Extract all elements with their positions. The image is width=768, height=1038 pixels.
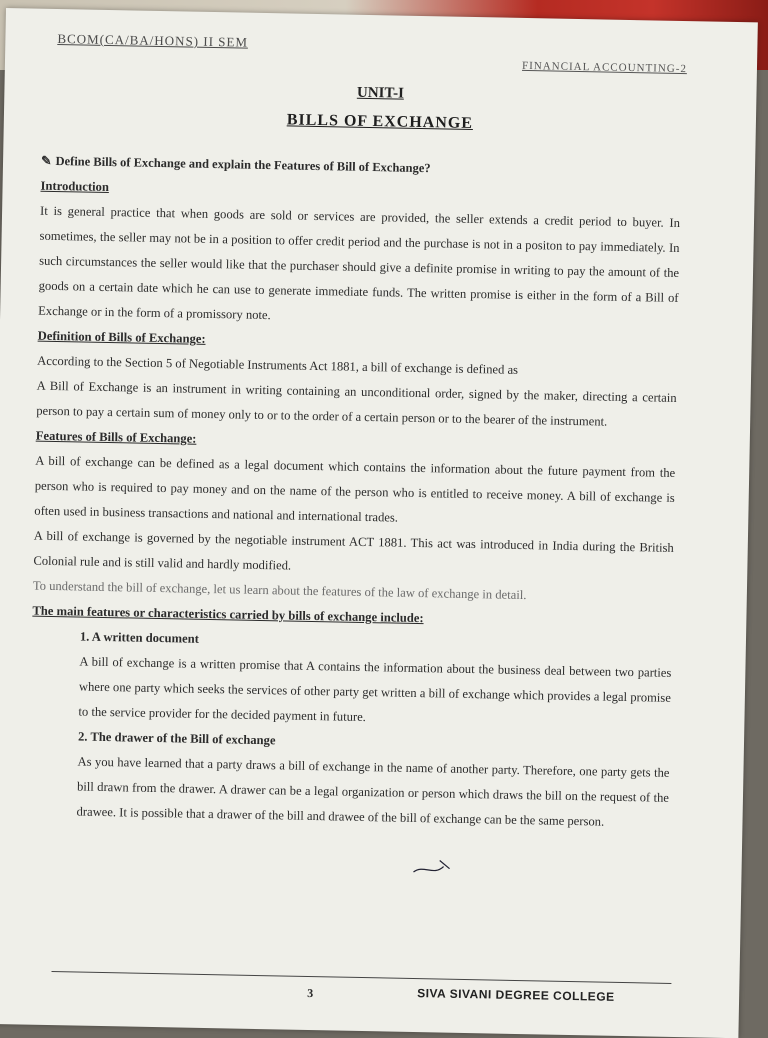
subject-header: FINANCIAL ACCOUNTING-2 xyxy=(521,59,688,76)
course-header: BCOM(CA/BA/HONS) II SEM xyxy=(57,30,249,50)
bullet-mark-icon: ✎ xyxy=(40,153,52,168)
document-body xyxy=(28,149,681,836)
question-text: Define Bills of Exchange and explain the Features of Bill of Exchange? xyxy=(55,153,431,176)
definition-line1: According to the Section 5 of Negotiable Instruments Act 1881, a bill of exchange is defined as xyxy=(37,353,519,377)
feature-2-text: As you have learned that a party draws a bill of exchange in the name of another party. Therefore, one party gets the bill drawn from the drawer. A drawer can be a legal organization or person which draws the bill on the request of the drawee. It is possible that a drawer of the bill and drawee of the bill of exchange can be the same person. xyxy=(76,754,670,829)
intro-heading: Introduction xyxy=(40,178,110,195)
pen-annotation-icon xyxy=(409,854,470,885)
college-name: SIVA SIVANI DEGREE COLLEGE xyxy=(417,986,615,1004)
footer-divider xyxy=(52,971,672,984)
page-number: 3 xyxy=(307,985,314,1001)
features-paragraph-2: A bill of exchange is governed by the negotiable instrument ACT 1881. This act was introduced in India during the British Colonial rule and is still valid and hardly modified. xyxy=(33,528,674,573)
feature-1-text: A bill of exchange is a written promise that A contains the information about the business deal between two parties where one party which seeks the services of other party get written a bill of exchange which provides a legal promise to the service provider for the decided payment in future. xyxy=(78,654,672,725)
feature-2-title: 2. The drawer of the Bill of exchange xyxy=(77,729,276,748)
document-page xyxy=(0,8,758,1038)
features-heading: Features of Bills of Exchange: xyxy=(35,428,197,446)
intro-text: It is general practice that when goods are sold or services are provided, the seller extends a credit period to buyer. In sometimes, the seller may not be in a position to offer credit period and the purchase is not in a positon to pay immediately. In such circumstances the seller would like that the purchaser should give a definite promise in writing to pay the amount of the goods on a certain date which he can use to generate immediate funds. The written promise is either in the form of a Bill of Exchange or in the form of a promissory note. xyxy=(38,203,681,323)
features-paragraph-3: To understand the bill of exchange, let us learn about the features of the law of exchange in detail. xyxy=(32,578,527,603)
unit-title: UNIT-I xyxy=(356,84,405,102)
page-title: BILLS OF EXCHANGE xyxy=(286,111,474,132)
main-features-heading: The main features or characteristics carried by bills of exchange include: xyxy=(32,603,424,626)
definition-text: A Bill of Exchange is an instrument in writing containing an unconditional order, signed by the maker, directing a certain person to pay a certain sum of money only to or to the order of a certain person or to the bearer of the instrument. xyxy=(36,378,677,429)
features-paragraph-1: A bill of exchange can be defined as a legal document which contains the information about the future payment from the person who is required to pay money and on the name of the person who is entitled to receive money. A bill of exchange is often used in business transactions and national and international trades. xyxy=(34,453,676,525)
definition-heading: Definition of Bills of Exchange: xyxy=(37,328,206,346)
feature-1-title: 1. A written document xyxy=(79,629,199,646)
